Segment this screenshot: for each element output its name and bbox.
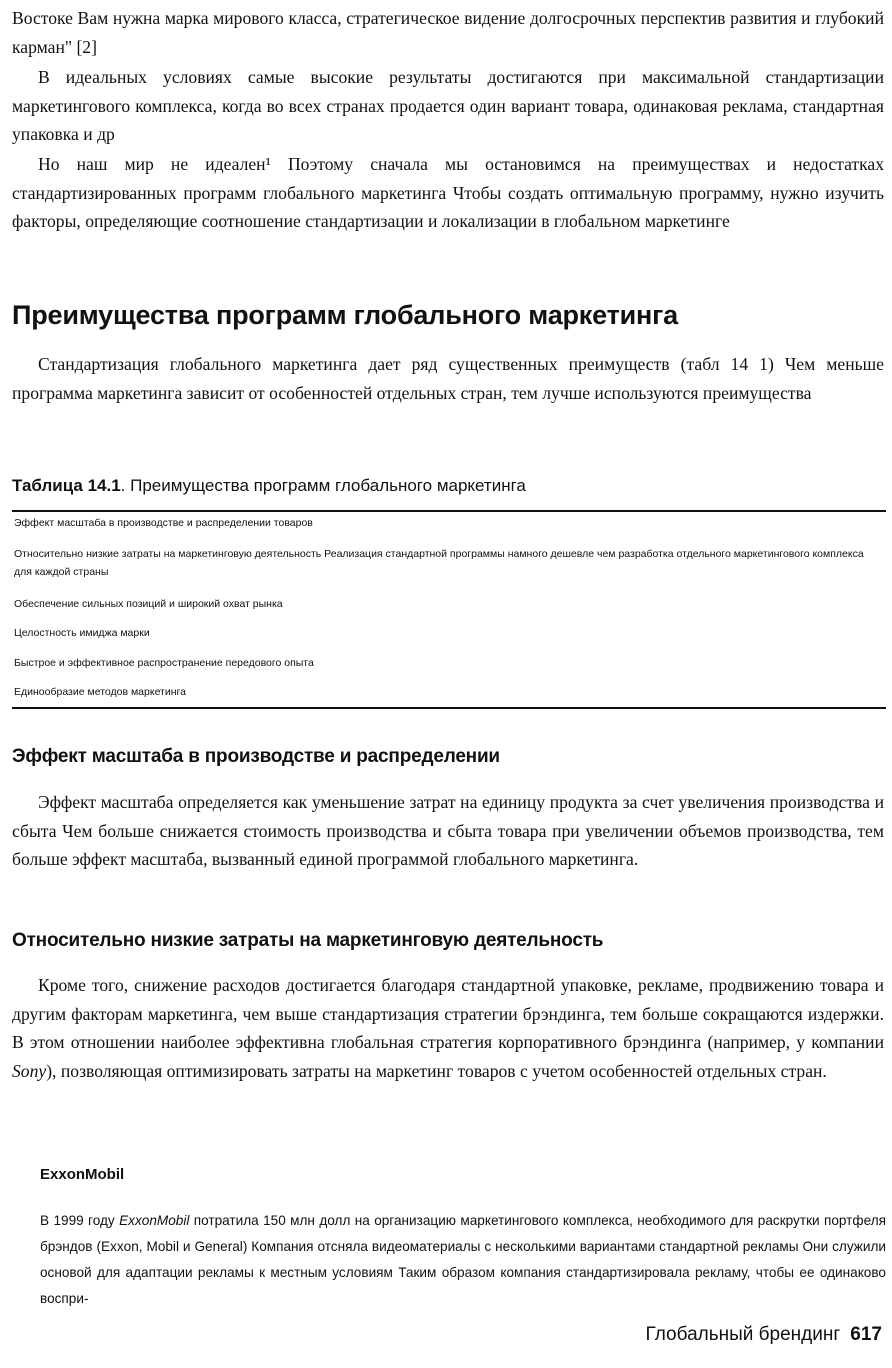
costs-heading: Относительно низкие затраты на маркетинговую деятельность: [12, 930, 604, 951]
scale-heading: Эффект масштаба в производстве и распределении: [12, 746, 500, 767]
table-row: Целостность имиджа марки: [14, 627, 150, 639]
table-row: Обеспечение сильных позиций и широкий охват рынка: [14, 598, 283, 610]
table-bottom-rule: [12, 707, 886, 709]
table-row: Единообразие методов маркетинга: [14, 686, 186, 698]
section-paragraph: Стандартизация глобального маркетинга дает ряд существенных преимуществ (табл 14 1) Чем меньше программа маркетинга зависит от особенностей отдельных стран, тем лучше используются преимущества: [12, 354, 884, 403]
case-text: В 1999 году ExxonMobil потратила 150 млн долл на организацию маркетингового комплекса, необходимого для раскрутки портфеля брэндов (Exxon, Mobil и General) Компания отсняла видеоматериалы с несколькими вариантами стандартной рекламы Они служили основой для адаптации рекламы к местным условиям Таким образом компания стандартизировала рекламу, чтобы ее одинаково воспри-: [40, 1212, 886, 1306]
intro-paragraph-continued: Востоке Вам нужна марка мирового класса, стратегическое видение долгосрочных перспектив развития и глубокий карман" [2]: [12, 8, 884, 57]
table-row: Относительно низкие затраты на маркетинговую деятельность Реализация стандартной программы намного дешевле чем разработка отдельного маркетингового комплекса для каждой страны: [14, 548, 864, 578]
table-row: Эффект масштаба в производстве и распределении товаров: [14, 517, 313, 529]
company-name-sony: Sony: [12, 1060, 47, 1081]
page-footer: [646, 1324, 882, 1346]
table-caption-label: Таблица 14.1: [12, 476, 121, 495]
case-title: ExxonMobil: [40, 1166, 125, 1183]
table-caption: [12, 476, 526, 496]
table-row: Быстрое и эффективное распространение передового опыта: [14, 657, 314, 669]
costs-paragraph: Кроме того, снижение расходов достигается благодаря стандартной упаковке, рекламе, продвижению товара и другим факторам маркетинга, чем выше стандартизация стратегии брэндинга, тем больше сокращаются издержки. В этом отношении наиболее эффективна глобальная стратегия корпоративного брэндинга (например, у компании Sony), позволяющая оптимизировать затраты на маркетинг товаров с учетом особенностей отдельных стран.: [12, 975, 884, 1081]
running-footer-title: Глобальный брендинг: [645, 1324, 841, 1345]
intro-paragraph-ideal: В идеальных условиях самые высокие результаты достигаются при максимальной стандартизации маркетингового комплекса, когда во всех странах продается один вариант товара, одинаковая реклама, стандартная упаковка и др: [12, 67, 884, 144]
section-heading: Преимущества программ глобального маркетинга: [12, 300, 678, 330]
company-name-exxonmobil: ExxonMobil: [119, 1212, 190, 1228]
intro-paragraph-world: Но наш мир не идеален¹ Поэтому сначала мы остановимся на преимуществах и недостатках стандартизированных программ глобального маркетинга Чтобы создать оптимальную программу, нужно изучить факторы, определяющие соотношение стандартизации и локализации в глобальном маркетинге: [12, 154, 884, 231]
page-number: 617: [850, 1324, 882, 1345]
table-caption-text: . Преимущества программ глобального маркетинга: [120, 476, 526, 495]
table-top-rule: [12, 510, 886, 512]
scale-paragraph: Эффект масштаба определяется как уменьшение затрат на единицу продукта за счет увеличения производства и сбыта Чем больше снижается стоимость производства и сбыта товара при увеличении объемов производства, тем больше эффект масштаба, вызванный единой программой глобального маркетинга.: [12, 792, 884, 869]
